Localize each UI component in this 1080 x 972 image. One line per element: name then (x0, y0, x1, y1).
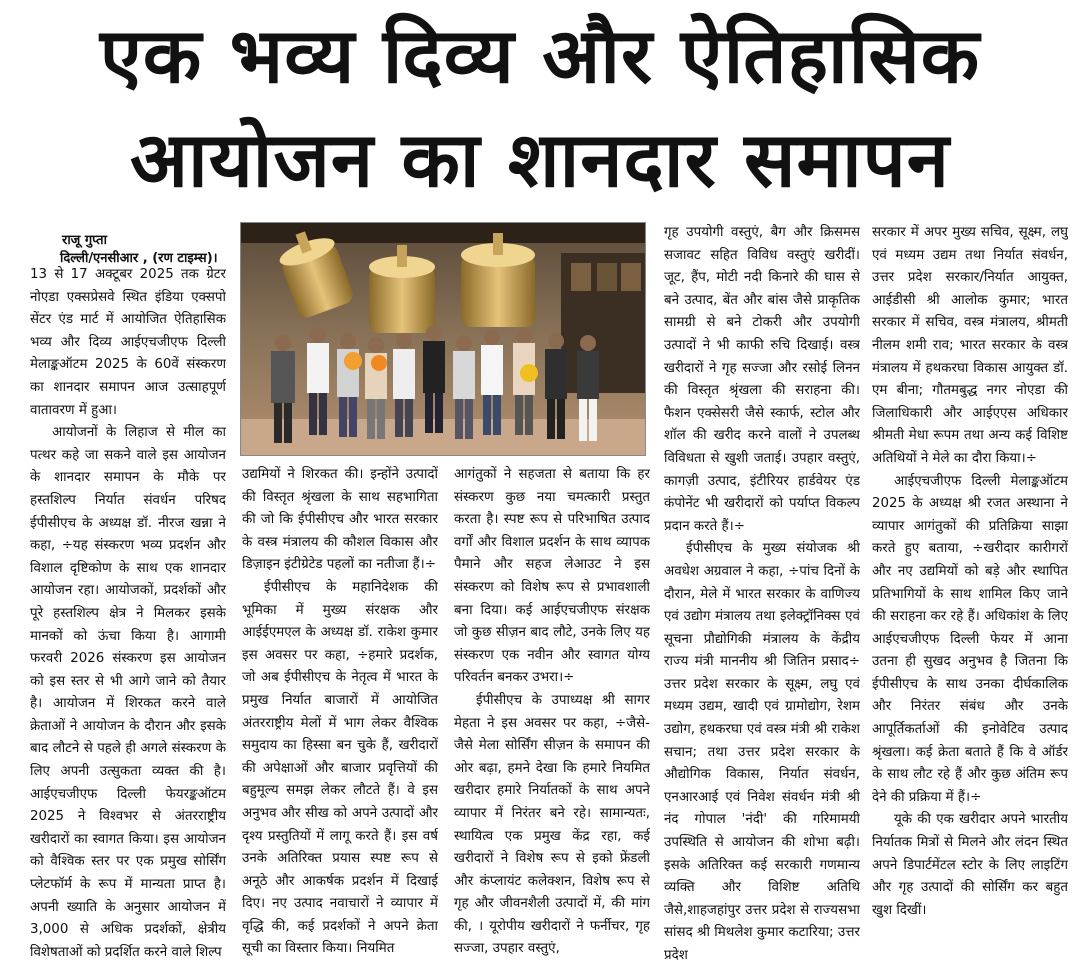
byline (40, 232, 230, 268)
paragraph: यूके की एक खरीदार अपने भारतीय निर्यातक मित्रों से मिलने और लंदन स्थित अपने डिपार्टमेंटल स्टोर के लिए लाइटिंग और गृह उत्पादों की सोर्सिंग कर बहुत खुश दिखीं। (872, 812, 1068, 918)
paragraph: आगंतुकों ने सहजता से बताया कि हर संस्करण कुछ नया चमत्कारी प्रस्तुत करता है। स्पष्ट रूप से परिभाषित उत्पाद वर्गों और विशाल प्रदर्शन के साथ व्यापक पैमाने और सहज लेआउट ने इस संस्करण को विशेष रूप से प्रभावशाली बना दिया। कई आईएचजीएफ संरक्षक जो कुछ सीज़न बाद लौटे, उनके लिए यह संस्करण एक नवीन और स्वागत योग्य परिवर्तन बनकर उभरा।÷ (454, 467, 650, 686)
column-2 (242, 464, 438, 972)
headline-line-2: आयोजन का शानदार समापन (130, 115, 950, 204)
paragraph: 13 से 17 अक्टूबर 2025 तक ग्रेटर नोएडा एक्सप्रेसवे स्थित इंडिया एक्सपो सेंटर एंड मार्ट में आयोजित ऐतिहासिक भव्य और दिव्य आईएचजीएफ दिल्ली मेलाङ्कऑटम 2025 के 60वें संस्करण का शानदार समापन आज उत्साहपूर्ण वातावरण में हुआ। (30, 267, 226, 418)
column-3 (454, 464, 650, 972)
paragraph: ईपीसीएच के उपाध्यक्ष श्री सागर मेहता ने इस अवसर पर कहा, ÷जैसे-जैसे मेला सोर्सिंग सीज़न के समापन की ओर बढ़ा, हमने देखा कि हमारे नियमित खरीदार हमारे निर्यातकों के साथ अपने व्यापार में निरंतर बने रहे। सामान्यतः, स्थायित्व एक प्रमुख केंद्र रहा, कई खरीदारों ने विशेष रूप से इको फ्रेंडली और कंप्लायंट कलेक्शन, विशेष रूप से गृह और जीवनशैली उत्पादों में, की मांग की, । यूरोपीय खरीदारों ने फर्नीचर, गृह सज्जा, उपहार वस्तुएं, (454, 692, 650, 957)
headline (0, 0, 1080, 222)
paragraph: उद्यमियों ने शिरकत की। इन्होंने उत्पादों की विस्तृत श्रृंखला के साथ सहभागिता की जो कि ईपीसीएच और भारत सरकार के वस्त्र मंत्रालय की कौशल विकास और डिज़ाइन इंटीग्रेटेड पहलों का नतीजा हैं।÷ (242, 467, 438, 573)
column-1 (30, 264, 226, 972)
headline-line-1: एक भव्य दिव्य और ऐतिहासिक (99, 11, 981, 100)
byline-author: राजू गुप्ता (62, 233, 107, 248)
paragraph: गृह उपयोगी वस्तुएं, बैग और क्रिसमस सजावट सहित विविध वस्तुएं खरीदीं। जूट, हैंप, मोटी नदी किनारे की घास से बने उत्पाद, बेंत और बांस जैसे प्राकृतिक सामग्री से बने टोकरी और उपयोगी उत्पादों ने भी काफी रुचि दिखाई। वस्त्र खरीदारों ने गृह सज्जा और रसोई लिनन की विस्तृत श्रृंखला की सराहना की। फैशन एक्सेसरी जैसे स्कार्फ, स्टोल और शॉल की खरीद करने वालों ने उपलब्ध विविधता से खुशी जताई। उपहार वस्तुएं, कागज़ी उत्पाद, इंटीरियर हार्डवेयर एंड कंपोनेंट भी खरीदारों को पर्याप्त विकल्प प्रदान करते हैं।÷ (664, 225, 860, 534)
column-4 (664, 222, 860, 972)
paragraph: आयोजनों के लिहाज से मील का पत्थर कहे जा सकने वाले इस आयोजन के शानदार समापन के मौके पर हस्तशिल्प निर्यात संवर्धन परिषद ईपीसीएच के अध्यक्ष डॉ. नीरज खन्ना ने कहा, ÷यह संस्करण भव्य प्रदर्शन और विशाल दृष्टिकोण के साथ एक शानदार आयोजन रहा। आयोजकों, प्रदर्शकों और पूरे हस्तशिल्प क्षेत्र ने मिलकर इसके मानकों को ऊंचा किया है। आगामी फरवरी 2026 संस्करण इस आयोजन को इस स्तर से भी आगे जाने को तैयार है। आयोजन में शिरकत करने वाले क्रेताओं ने आयोजन के दौरान और इसके बाद लौटने से पहले ही अगले संस्करण के लिए अपनी उत्सुकता व्यक्त की है। आईएचजीएफ दिल्ली फेयरङ्कऑटम 2025 ने विश्वभर से अंतरराष्ट्रीय खरीदारों का स्वागत किया। इस आयोजन को वैश्विक स्तर पर एक प्रमुख सोर्सिंग प्लेटफॉर्म के रूप में मान्यता प्राप्त है। अपनी ख्याति के अनुसार आयोजन में 3,000 से अधिक प्रदर्शकों, क्षेत्रीय विशेषताओं को प्रदर्शित करने वाले शिल्प (30, 425, 226, 960)
paragraph: ईपीसीएच के मुख्य संयोजक श्री अवधेश अग्रवाल ने कहा, ÷पांच दिनों के दौरान, मेले में भारत सरकार के वाणिज्य एवं उद्योग मंत्रालय तथा इलेक्ट्रॉनिक्स एवं सूचना प्रौद्योगिकी मंत्रालय के केंद्रीय राज्य मंत्री माननीय श्री जितिन प्रसाद÷ उत्तर प्रदेश सरकार के सूक्ष्म, लघु एवं मध्यम उद्यम, खादी एवं ग्रामोद्योग, रेशम उद्योग, हथकरघा एवं वस्त्र मंत्री श्री राकेश सचान; तथा उत्तर प्रदेश सरकार के औद्योगिक विकास, निर्यात संवर्धन, एनआरआई एवं निवेश संवर्धन मंत्री श्री नंद गोपाल 'नंदी' की गरिमामयी उपस्थिति से आयोजन की शोभा बढ़ी। इसके अतिरिक्त कई सरकारी गणमान्य व्यक्ति और विशिष्ट अतिथि जैसे,शाहजहांपुर उत्तर प्रदेश से राज्यसभा सांसद श्री मिथलेश कुमार कटारिया; उत्तर प्रदेश (664, 541, 860, 963)
paragraph: सरकार में अपर मुख्य सचिव, सूक्ष्म, लघु एवं मध्यम उद्यम तथा निर्यात संवर्धन, उत्तर प्रदेश सरकार/निर्यात आयुक्त, आईडीसी श्री आलोक कुमार; भारत सरकार में सचिव, वस्त्र मंत्रालय, श्रीमती नीलम शमी राव; भारत सरकार के वस्त्र मंत्रालय में हथकरघा विकास आयुक्त डॉ. एम बीना; गौतमबुद्ध नगर नोएडा की जिलाधिकारी और आईएएस अधिकार श्रीमती मेधा रूपम तथा अन्य कई विशिष्ट अतिथियों ने मेले का दौरा किया।÷ (872, 225, 1068, 466)
paragraph: ईपीसीएच के महानिदेशक की भूमिका में मुख्य संरक्षक और आईईएमएल के अध्यक्ष डॉ. राकेश कुमार इस अवसर पर कहा, ÷हमारे प्रदर्शक, जो अब ईपीसीएच के नेतृत्व में भारत के प्रमुख निर्यात बाजारों में आयोजित अंतरराष्ट्रीय मेलों में भाग लेकर वैश्विक समुदाय का हिस्सा बन चुके हैं, खरीदारों की अपेक्षाओं और बाजार प्रवृत्तियों की बहुमूल्य समझ लेकर लौटते हैं। वे इस अनुभव और सीख को अपने उत्पादों और दृश्य प्रस्तुतियों में लागू करते हैं। इस वर्ष उनके अतिरिक्त प्रयास स्पष्ट रूप से अनूठे और आकर्षक प्रदर्शन में दिखाई दिए। नए उत्पाद नवाचारों ने व्यापार में वृद्धि की, कई प्रदर्शकों ने अपने क्रेता सूची का विस्तार किया। नियमित (242, 579, 438, 957)
column-5 (872, 222, 1068, 972)
byline-place: दिल्ली/एनसीआर , (रण टाइम्स)। (60, 251, 218, 266)
exhibition-group-photo-icon (241, 223, 645, 455)
paragraph: आईएचजीएफ दिल्ली मेलाङ्कऑटम 2025 के अध्यक्ष श्री रजत अस्थाना ने व्यापार आगंतुकों की प्रतिक्रिया साझा करते हुए बताया, ÷खरीदार कारीगरों और नए उद्यमियों को बड़े और स्थापित प्रतिभागियों के साथ शामिल किए जाने की सराहना कर रहे हैं। अधिकांश के लिए आईएचजीएफ दिल्ली फेयर में आना उतना ही सुखद अनुभव है जितना कि ईपीसीएच के साथ उनका दीर्घकालिक और निरंतर संबंध और उनके आपूर्तिकर्ताओं की इनोवेटिव उत्पाद श्रृंखला। कई क्रेता बताते हैं कि वे ऑर्डर के साथ लौट रहे हैं और कुछ अंतिम रूप देने की प्रक्रिया में हैं।÷ (872, 473, 1068, 805)
event-photo (240, 222, 646, 456)
